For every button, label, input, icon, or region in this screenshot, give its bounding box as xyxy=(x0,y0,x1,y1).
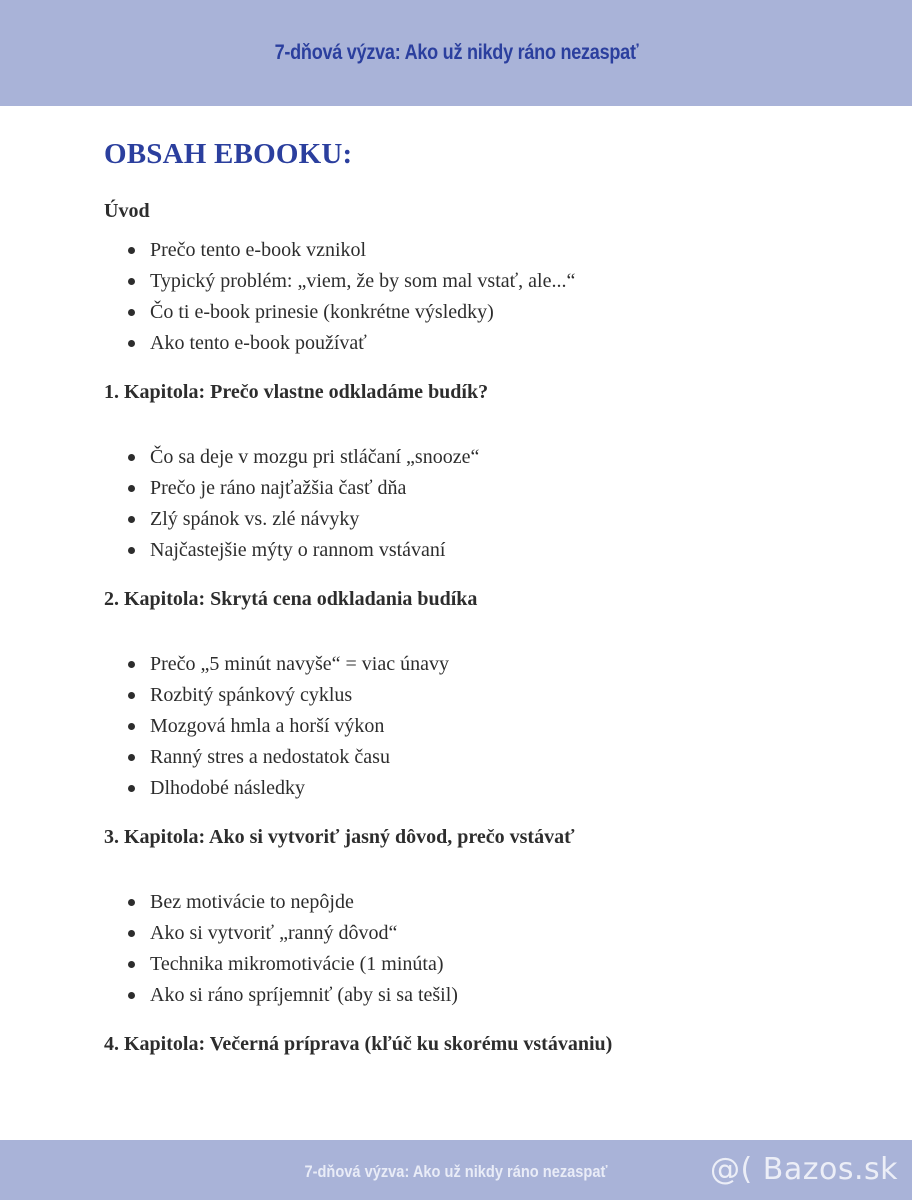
list-item-text: Dlhodobé následky xyxy=(150,777,305,799)
bullet-icon xyxy=(128,899,135,906)
bullet-icon xyxy=(128,247,135,254)
list-item xyxy=(104,949,824,980)
list-item-text: Ako si ráno spríjemniť (aby si sa tešil) xyxy=(150,984,458,1006)
bullet-icon xyxy=(128,485,135,492)
section-item-list xyxy=(104,887,824,1011)
section-title: 1. Kapitola: Prečo vlastne odkladáme budík? xyxy=(104,381,489,403)
bullet-icon xyxy=(128,547,135,554)
header-title: 7-dňová výzva: Ako už nikdy ráno nezaspať xyxy=(274,41,638,64)
page-footer xyxy=(0,1140,912,1200)
bullet-icon xyxy=(128,961,135,968)
toc-section-chapter-1 xyxy=(104,380,824,566)
bullet-icon xyxy=(128,992,135,999)
list-item-text: Prečo je ráno najťažšia časť dňa xyxy=(150,477,407,499)
list-item-text: Ako si vytvoriť „ranný dôvod“ xyxy=(150,922,398,944)
list-item xyxy=(104,773,824,804)
list-item-text: Technika mikromotivácie (1 minúta) xyxy=(150,953,444,975)
list-item xyxy=(104,742,824,773)
list-item-text: Ranný stres a nedostatok času xyxy=(150,746,390,768)
toc-section-chapter-2 xyxy=(104,587,824,804)
list-item-text: Ako tento e-book používať xyxy=(150,332,367,354)
list-item-text: Typický problém: „viem, že by som mal vstať, ale...“ xyxy=(150,270,576,292)
list-item-text: Mozgová hmla a horší výkon xyxy=(150,715,385,737)
bullet-icon xyxy=(128,754,135,761)
list-item-text: Bez motivácie to nepôjde xyxy=(150,891,354,913)
list-item xyxy=(104,918,824,949)
list-item xyxy=(104,504,824,535)
bullet-icon xyxy=(128,454,135,461)
section-title: 2. Kapitola: Skrytá cena odkladania budíka xyxy=(104,588,478,610)
section-title: 4. Kapitola: Večerná príprava (kľúč ku skorému vstávaniu) xyxy=(104,1033,613,1055)
list-item-text: Prečo „5 minút navyše“ = viac únavy xyxy=(150,653,449,675)
list-item-text: Najčastejšie mýty o rannom vstávaní xyxy=(150,539,446,561)
list-item xyxy=(104,235,824,266)
bullet-icon xyxy=(128,278,135,285)
list-item xyxy=(104,266,824,297)
section-item-list xyxy=(104,235,824,359)
bullet-icon xyxy=(128,723,135,730)
section-item-list xyxy=(104,649,824,804)
bullet-icon xyxy=(128,661,135,668)
list-item xyxy=(104,680,824,711)
section-title: 3. Kapitola: Ako si vytvoriť jasný dôvod, prečo vstávať xyxy=(104,826,575,848)
list-item xyxy=(104,297,824,328)
list-item xyxy=(104,649,824,680)
list-item xyxy=(104,887,824,918)
page-header xyxy=(0,0,912,106)
list-item-text: Čo ti e-book prinesie (konkrétne výsledky) xyxy=(150,301,494,323)
bullet-icon xyxy=(128,340,135,347)
bullet-icon xyxy=(128,516,135,523)
list-item-text: Čo sa deje v mozgu pri stláčaní „snooze“ xyxy=(150,446,480,468)
list-item xyxy=(104,473,824,504)
list-item-text: Rozbitý spánkový cyklus xyxy=(150,684,353,706)
toc-section-chapter-3 xyxy=(104,825,824,1011)
list-item-text: Prečo tento e-book vznikol xyxy=(150,239,367,261)
toc-heading: OBSAH EBOOKU: xyxy=(104,138,353,170)
list-item xyxy=(104,442,824,473)
bullet-icon xyxy=(128,309,135,316)
section-item-list xyxy=(104,442,824,566)
list-item xyxy=(104,711,824,742)
toc-section-chapter-4 xyxy=(104,1032,824,1056)
footer-title: 7-dňová výzva: Ako už nikdy ráno nezaspať xyxy=(304,1162,608,1181)
bullet-icon xyxy=(128,930,135,937)
list-item xyxy=(104,328,824,359)
list-item-text: Zlý spánok vs. zlé návyky xyxy=(150,508,360,530)
toc-section-intro xyxy=(104,199,824,359)
list-item xyxy=(104,980,824,1011)
bullet-icon xyxy=(128,692,135,699)
toc-content xyxy=(104,138,824,1056)
bazos-watermark: @( Bazos.sk xyxy=(710,1152,898,1187)
list-item xyxy=(104,535,824,566)
bullet-icon xyxy=(128,785,135,792)
section-title: Úvod xyxy=(104,200,150,222)
